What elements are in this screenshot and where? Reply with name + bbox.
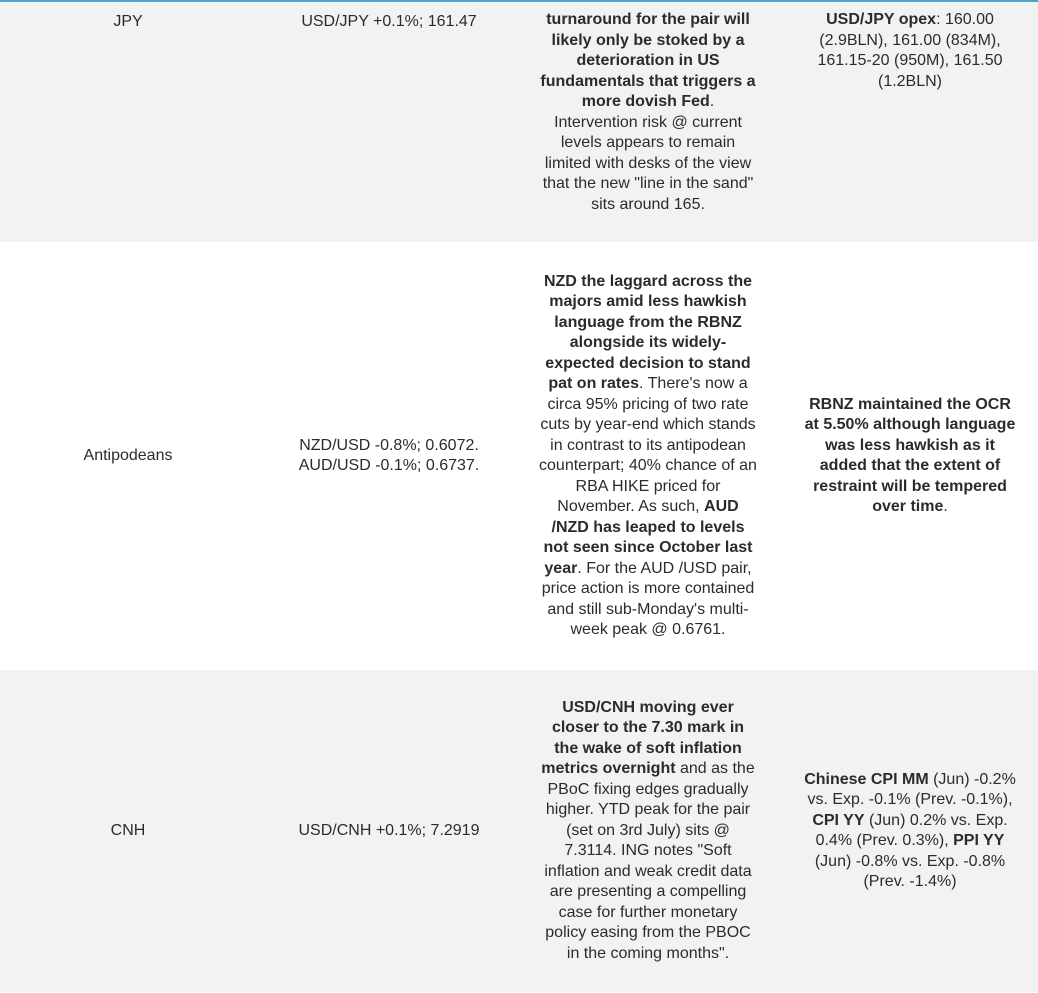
move-cell xyxy=(256,2,522,242)
commentary-text xyxy=(538,698,758,965)
currency-label: Antipodeans xyxy=(83,446,173,464)
currency-cell xyxy=(0,670,256,992)
commentary-cell xyxy=(538,243,758,669)
table-row-jpy xyxy=(0,2,1038,243)
text-segment: (Jun) -0.8% vs. Exp. -0.8% (Prev. -1.4%) xyxy=(814,852,1006,890)
text-segment: . xyxy=(943,498,948,515)
events-text xyxy=(800,10,1020,92)
bold-text-segment: USD/JPY opex xyxy=(826,11,937,28)
price-move: USD/CNH +0.1%; 7.2919 xyxy=(298,821,480,839)
currency-label: CNH xyxy=(110,821,146,839)
fx-summary-table xyxy=(0,2,1038,993)
bold-text-segment: RBNZ maintained the OCR at 5.50% although language was less hawkish as it added that the extent of restraint will be tempered over time xyxy=(804,395,1016,515)
text-segment: and as the PBoC fixing edges gradually higher. YTD peak for the pair (set on 3rd July) sits @ 7.3114. ING notes "Soft inflation and weak credit data are presenting a compelling case for further monetary policy easing from the PBOC in the coming months". xyxy=(544,760,755,962)
commentary-text xyxy=(538,272,758,641)
bold-text-segment: turnaround for the pair will likely only be stoked by a deterioration in US fundamentals that triggers a more dovish Fed xyxy=(540,11,756,110)
events-text xyxy=(800,395,1020,518)
bold-text-segment: PPI YY xyxy=(953,832,1005,849)
text-segment: . For the AUD /USD pair, price action is more contained and still sub-Monday's multi-week peak @ 0.6761. xyxy=(541,559,755,638)
price-move xyxy=(256,436,522,477)
bold-text-segment: USD/CNH moving ever closer to the 7.30 mark in the wake of soft inflation metrics overnight xyxy=(541,698,745,778)
table-row-antipodeans xyxy=(0,243,1038,670)
events-text xyxy=(800,770,1020,893)
currency-cell xyxy=(0,2,256,242)
currency-label: JPY xyxy=(113,13,143,30)
currency-cell xyxy=(0,243,256,669)
bold-text-segment: NZD the laggard across the majors amid less hawkish language from the RBNZ alongside its widely-expected decision to stand pat on rates xyxy=(543,272,753,392)
events-cell xyxy=(800,670,1020,992)
commentary-cell xyxy=(538,670,758,992)
text-segment: . There's now a circa 95% pricing of two rate cuts by year-end which stands in contrast to its antipodean counterpart; 40% chance of an RBA HIKE priced for November. As such, xyxy=(539,375,757,515)
events-cell xyxy=(800,2,1020,242)
text-segment: (Jun) -0.2% vs. Exp. -0.1% (Prev. -0.1%), xyxy=(807,770,1016,808)
bold-text-segment: AUD /NZD has leaped to levels not seen since October last year xyxy=(543,498,753,577)
price-move-aud: AUD/USD -0.1%; 0.6737. xyxy=(298,457,480,474)
text-segment: : 160.00 (2.9BLN), 161.00 (834M), 161.15-20 (950M), 161.50 (1.2BLN) xyxy=(817,11,1003,90)
bold-text-segment: Chinese CPI MM xyxy=(804,770,929,788)
table-row-cnh xyxy=(0,670,1038,993)
text-segment: (Jun) 0.2% vs. Exp. 0.4% (Prev. 0.3%), xyxy=(815,811,1008,849)
price-move: USD/JPY +0.1%; 161.47 xyxy=(301,13,477,30)
events-cell xyxy=(800,243,1020,669)
commentary-cell xyxy=(538,2,758,242)
price-move-nzd: NZD/USD -0.8%; 0.6072. xyxy=(299,436,479,454)
text-segment: . Intervention risk @ current levels appears to remain limited with desks of the view that the new "line in the sand" sits around 165. xyxy=(542,93,754,213)
move-cell xyxy=(256,670,522,992)
bold-text-segment: CPI YY xyxy=(812,811,865,829)
move-cell xyxy=(256,243,522,669)
commentary-text xyxy=(538,10,758,215)
